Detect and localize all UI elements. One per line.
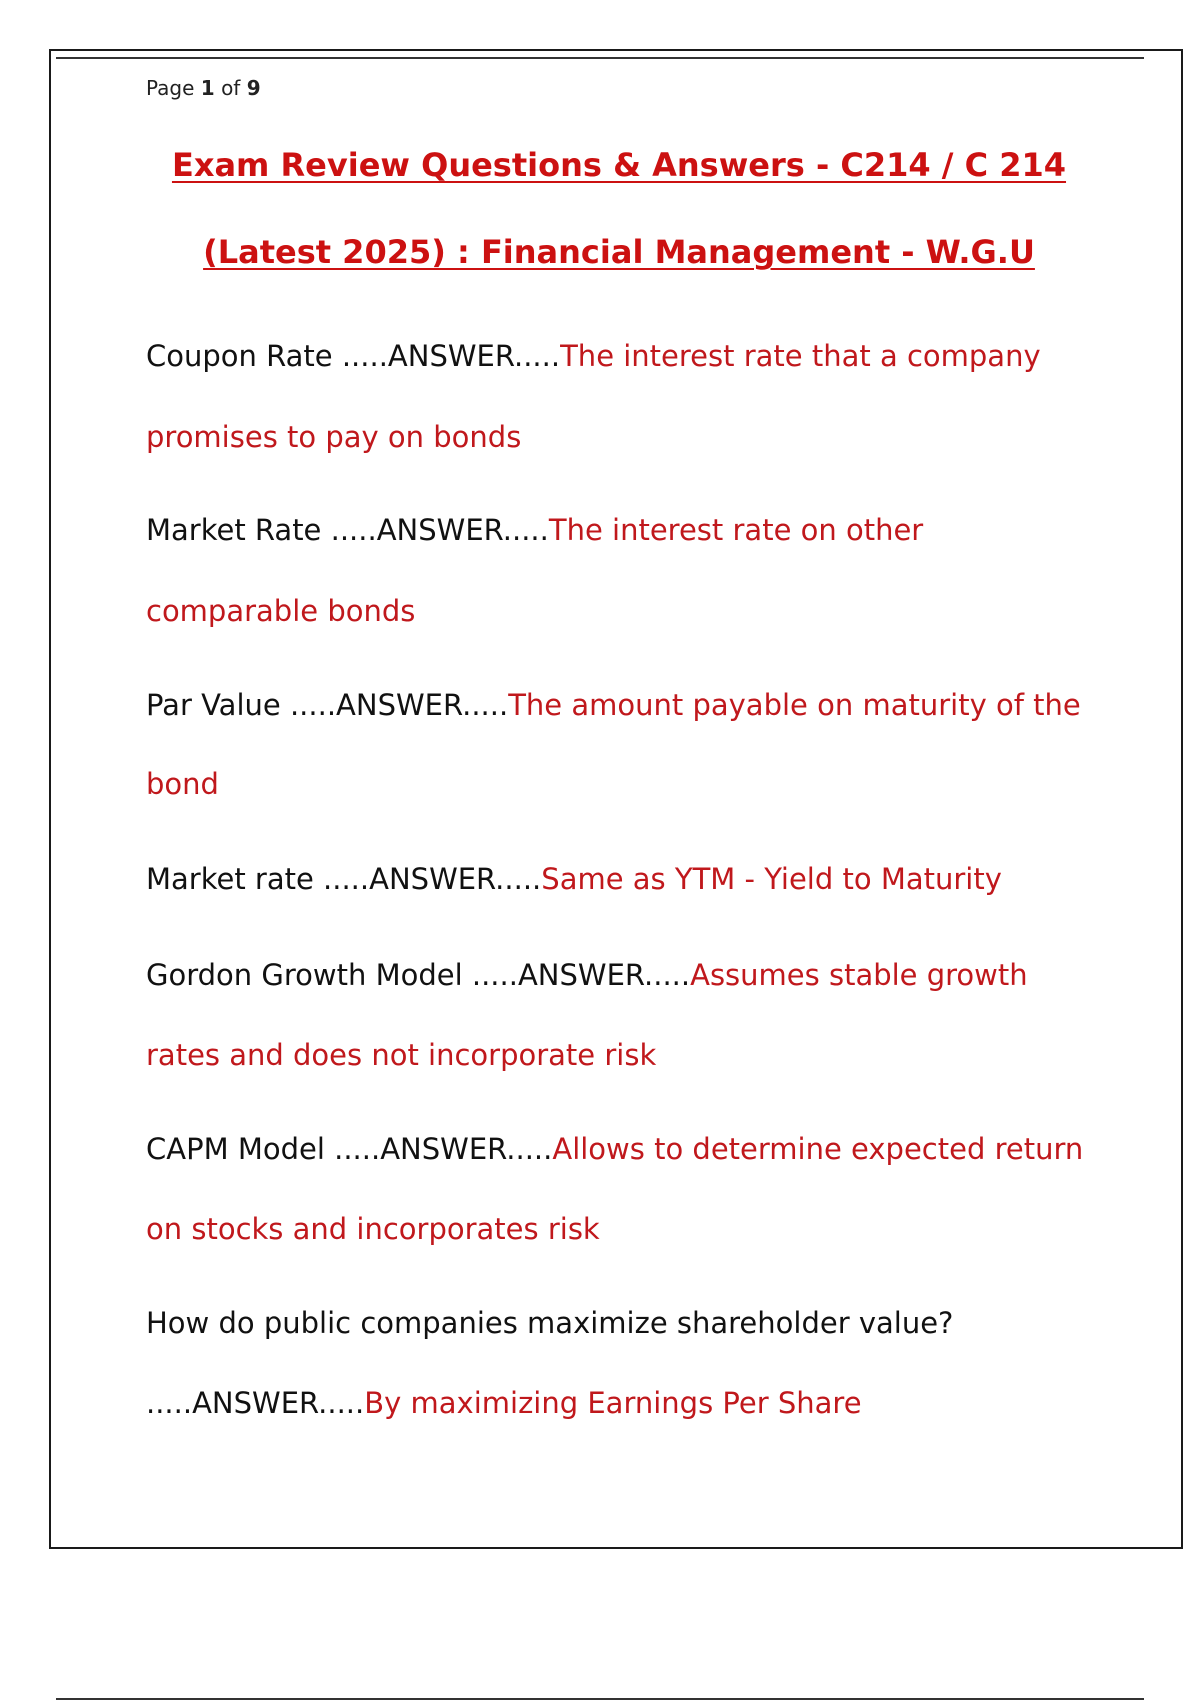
- qa-term: Coupon Rate: [146, 339, 342, 373]
- page-current: 1: [200, 76, 215, 100]
- page-total: 9: [246, 76, 261, 100]
- qa-separator: .....ANSWER.....: [146, 1386, 365, 1420]
- document-title-line-2: (Latest 2025) : Financial Management - W.G.U: [203, 233, 1035, 271]
- qa-5-line-2: rates and does not incorporate risk: [146, 1038, 657, 1072]
- qa-answer: Allows to determine expected return: [552, 1132, 1084, 1166]
- qa-6-line-1: [146, 1132, 1083, 1166]
- qa-1-line-2: promises to pay on bonds: [146, 420, 522, 454]
- qa-separator: .....ANSWER.....: [330, 513, 549, 547]
- qa-separator: .....ANSWER.....: [341, 339, 561, 373]
- qa-term: Par Value: [146, 688, 290, 722]
- document-title-line-1: Exam Review Questions & Answers - C214 / C 214: [171, 146, 1067, 184]
- qa-term: Gordon Growth Model: [146, 958, 472, 992]
- qa-3-line-2: bond: [146, 767, 219, 801]
- qa-7-line-2: [146, 1386, 862, 1420]
- qa-4-line-1: [146, 862, 1002, 896]
- page-of: of: [221, 76, 241, 100]
- qa-separator: .....ANSWER.....: [471, 958, 691, 992]
- page-number: [146, 76, 261, 100]
- qa-1-line-1: [146, 339, 1041, 373]
- qa-7-line-1: How do public companies maximize shareholder value?: [146, 1306, 954, 1340]
- qa-answer: The interest rate that a company: [560, 339, 1041, 373]
- qa-separator: .....ANSWER.....: [289, 688, 509, 722]
- qa-term: Market rate: [146, 862, 324, 896]
- qa-separator: .....ANSWER.....: [323, 862, 542, 896]
- qa-term: Market Rate: [146, 513, 331, 547]
- page-word: Page: [146, 76, 195, 100]
- qa-5-line-1: [146, 958, 1028, 992]
- top-rule: [56, 57, 1144, 59]
- qa-6-line-2: on stocks and incorporates risk: [146, 1212, 600, 1246]
- qa-separator: .....ANSWER.....: [334, 1132, 553, 1166]
- qa-answer: Assumes stable growth: [690, 958, 1028, 992]
- qa-answer: The amount payable on maturity of the: [508, 688, 1081, 722]
- qa-answer: Same as YTM - Yield to Maturity: [541, 862, 1002, 896]
- qa-3-line-1: [146, 688, 1081, 722]
- qa-2-line-2: comparable bonds: [146, 594, 416, 628]
- qa-2-line-1: [146, 513, 923, 547]
- qa-term: CAPM Model: [146, 1132, 335, 1166]
- qa-answer: The interest rate on other: [548, 513, 924, 547]
- qa-answer: By maximizing Earnings Per Share: [364, 1386, 862, 1420]
